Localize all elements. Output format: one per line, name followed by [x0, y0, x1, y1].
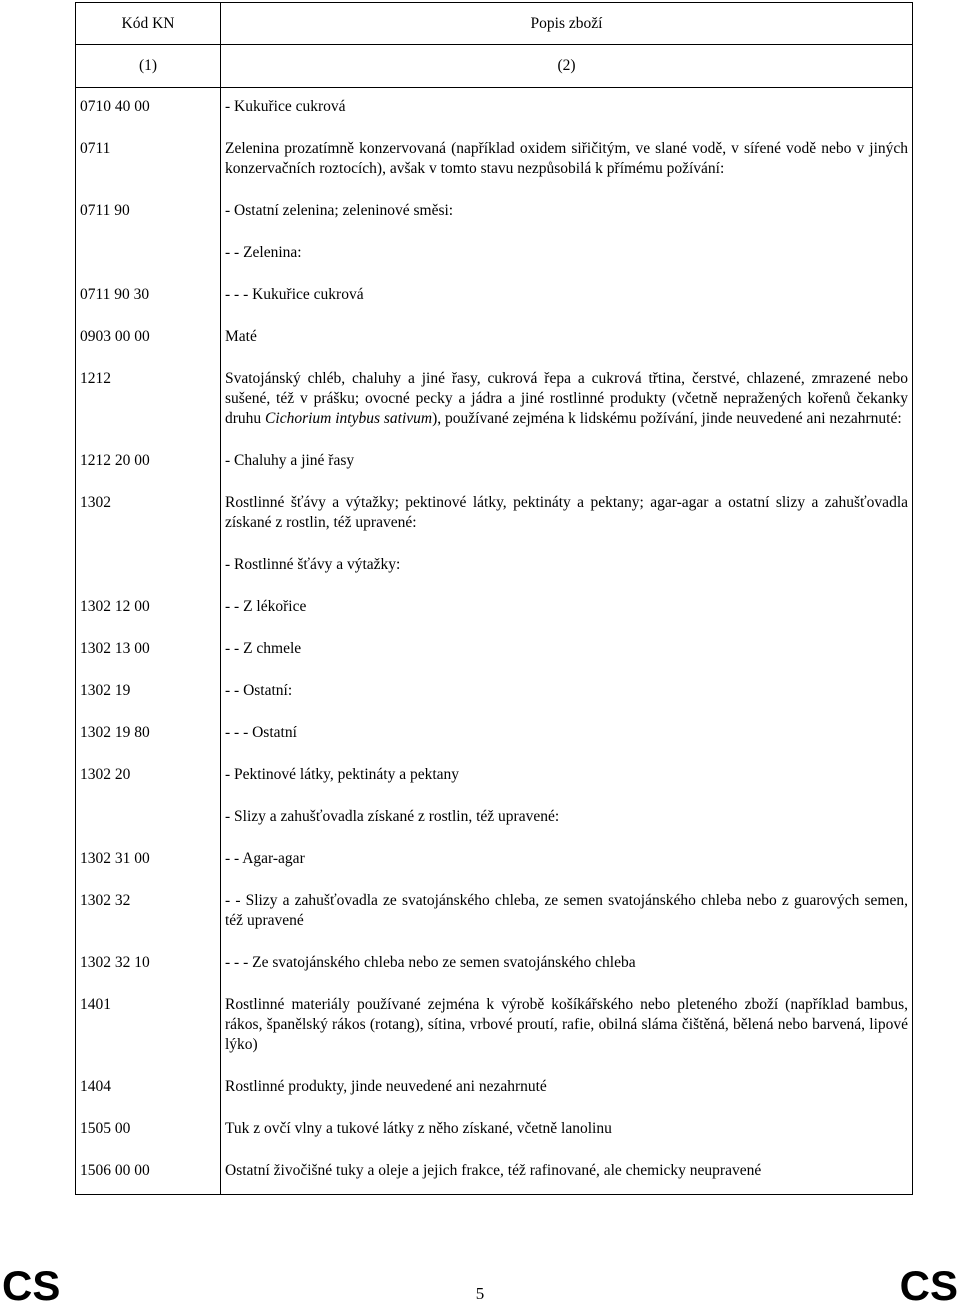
code-cell: 0710 40 00	[76, 88, 221, 131]
table-row	[76, 442, 913, 484]
table-row	[76, 318, 913, 360]
description-cell: - - - Ostatní	[221, 714, 913, 756]
table-row	[76, 234, 913, 276]
description-cell: Rostlinné šťávy a výtažky; pektinové látky, pektináty a pektany; agar-agar a ostatní slizy a zahušťovadla získané z rostlin, též upravené:	[221, 484, 913, 546]
description-cell: Maté	[221, 318, 913, 360]
code-cell: 1505 00	[76, 1110, 221, 1152]
table-row	[76, 88, 913, 131]
column-number-row	[76, 45, 913, 88]
code-cell	[76, 798, 221, 840]
table-row	[76, 840, 913, 882]
code-cell: 0711	[76, 130, 221, 192]
header-description: Popis zboží	[221, 3, 913, 45]
language-code-right: CS	[899, 1262, 958, 1309]
table-row	[76, 672, 913, 714]
code-cell: 1401	[76, 986, 221, 1068]
code-cell: 0711 90 30	[76, 276, 221, 318]
code-cell: 1302 32 10	[76, 944, 221, 986]
description-cell: - - Ostatní:	[221, 672, 913, 714]
code-cell: 0903 00 00	[76, 318, 221, 360]
table-row	[76, 192, 913, 234]
column-number-2: (2)	[221, 45, 913, 88]
description-cell: - - Z lékořice	[221, 588, 913, 630]
table-row	[76, 714, 913, 756]
description-cell: - Slizy a zahušťovadla získané z rostlin, též upravené:	[221, 798, 913, 840]
code-cell: 0711 90	[76, 192, 221, 234]
table-row	[76, 1068, 913, 1110]
code-cell: 1302 20	[76, 756, 221, 798]
description-cell: - Pektinové látky, pektináty a pektany	[221, 756, 913, 798]
table-row	[76, 546, 913, 588]
code-cell: 1302 13 00	[76, 630, 221, 672]
table-row	[76, 130, 913, 192]
description-cell: - Rostlinné šťávy a výtažky:	[221, 546, 913, 588]
page-number: 5	[475, 1284, 485, 1303]
code-cell: 1212 20 00	[76, 442, 221, 484]
description-cell: - - - Ze svatojánského chleba nebo ze semen svatojánského chleba	[221, 944, 913, 986]
code-cell: 1212	[76, 360, 221, 442]
description-cell: - Chaluhy a jiné řasy	[221, 442, 913, 484]
table-row	[76, 756, 913, 798]
description-cell	[221, 360, 913, 442]
table-row	[76, 1152, 913, 1195]
description-cell: Rostlinné materiály používané zejména k výrobě košíkářského nebo pleteného zboží (například bambus, rákos, španělský rákos (rotang), sítina, vrbové proutí, rafie, obilná sláma čištěná, bělená nebo barvená, lipové lýko)	[221, 986, 913, 1068]
code-cell: 1302 19	[76, 672, 221, 714]
code-cell: 1302 31 00	[76, 840, 221, 882]
tariff-table	[75, 2, 913, 1195]
table-row	[76, 588, 913, 630]
description-cell: - Ostatní zelenina; zeleninové směsi:	[221, 192, 913, 234]
code-cell: 1302 32	[76, 882, 221, 944]
description-cell: - - Zelenina:	[221, 234, 913, 276]
table-row	[76, 630, 913, 672]
description-cell: Zelenina prozatímně konzervovaná (například oxidem siřičitým, ve slané vodě, v síŕené vodě nebo v jiných konzervačních roztocích), avšak v tomto stavu nezpůsobilá k přímému požívání:	[221, 130, 913, 192]
table-row	[76, 986, 913, 1068]
code-cell: 1506 00 00	[76, 1152, 221, 1195]
description-cell: Rostlinné produkty, jinde neuvedené ani nezahrnuté	[221, 1068, 913, 1110]
code-cell: 1302 19 80	[76, 714, 221, 756]
table-row	[76, 944, 913, 986]
table-row	[76, 484, 913, 546]
description-cell: Ostatní živočišné tuky a oleje a jejich frakce, též rafinované, ale chemicky neupravené	[221, 1152, 913, 1195]
language-code-left: CS	[2, 1262, 61, 1309]
description-cell: - - Agar-agar	[221, 840, 913, 882]
table-row	[76, 882, 913, 944]
description-text: ), používané zejména k lidskému požívání, jinde neuvedené ani nezahrnuté:	[432, 410, 902, 427]
code-cell: 1302	[76, 484, 221, 546]
species-name: Cichorium intybus sativum	[265, 410, 433, 427]
description-cell: Tuk z ovčí vlny a tukové látky z něho získané, včetně lanolinu	[221, 1110, 913, 1152]
description-cell: - - - Kukuřice cukrová	[221, 276, 913, 318]
code-cell: 1404	[76, 1068, 221, 1110]
description-cell: - - Z chmele	[221, 630, 913, 672]
table-row	[76, 360, 913, 442]
table-row	[76, 1110, 913, 1152]
table-header-row	[76, 3, 913, 45]
code-cell	[76, 234, 221, 276]
table-row	[76, 276, 913, 318]
code-cell: 1302 12 00	[76, 588, 221, 630]
table-row	[76, 798, 913, 840]
description-text: Svatojánský chléb, chaluhy a jiné řasy, cukrová řepa a cukrová třtina, čerstvé, chlazené, zmrazené nebo sušené, též v prášku; ovocné pecky a jádra a jiné rostlinné produkty (včetně nepražených kořenů čekanky druhu	[225, 370, 908, 427]
description-cell: - - Slizy a zahušťovadla ze svatojánského chleba, ze semen svatojánského chleba nebo z guarových semen, též upravené	[221, 882, 913, 944]
description-cell: - Kukuřice cukrová	[221, 88, 913, 131]
column-number-1: (1)	[76, 45, 221, 88]
code-cell	[76, 546, 221, 588]
header-code: Kód KN	[76, 3, 221, 45]
